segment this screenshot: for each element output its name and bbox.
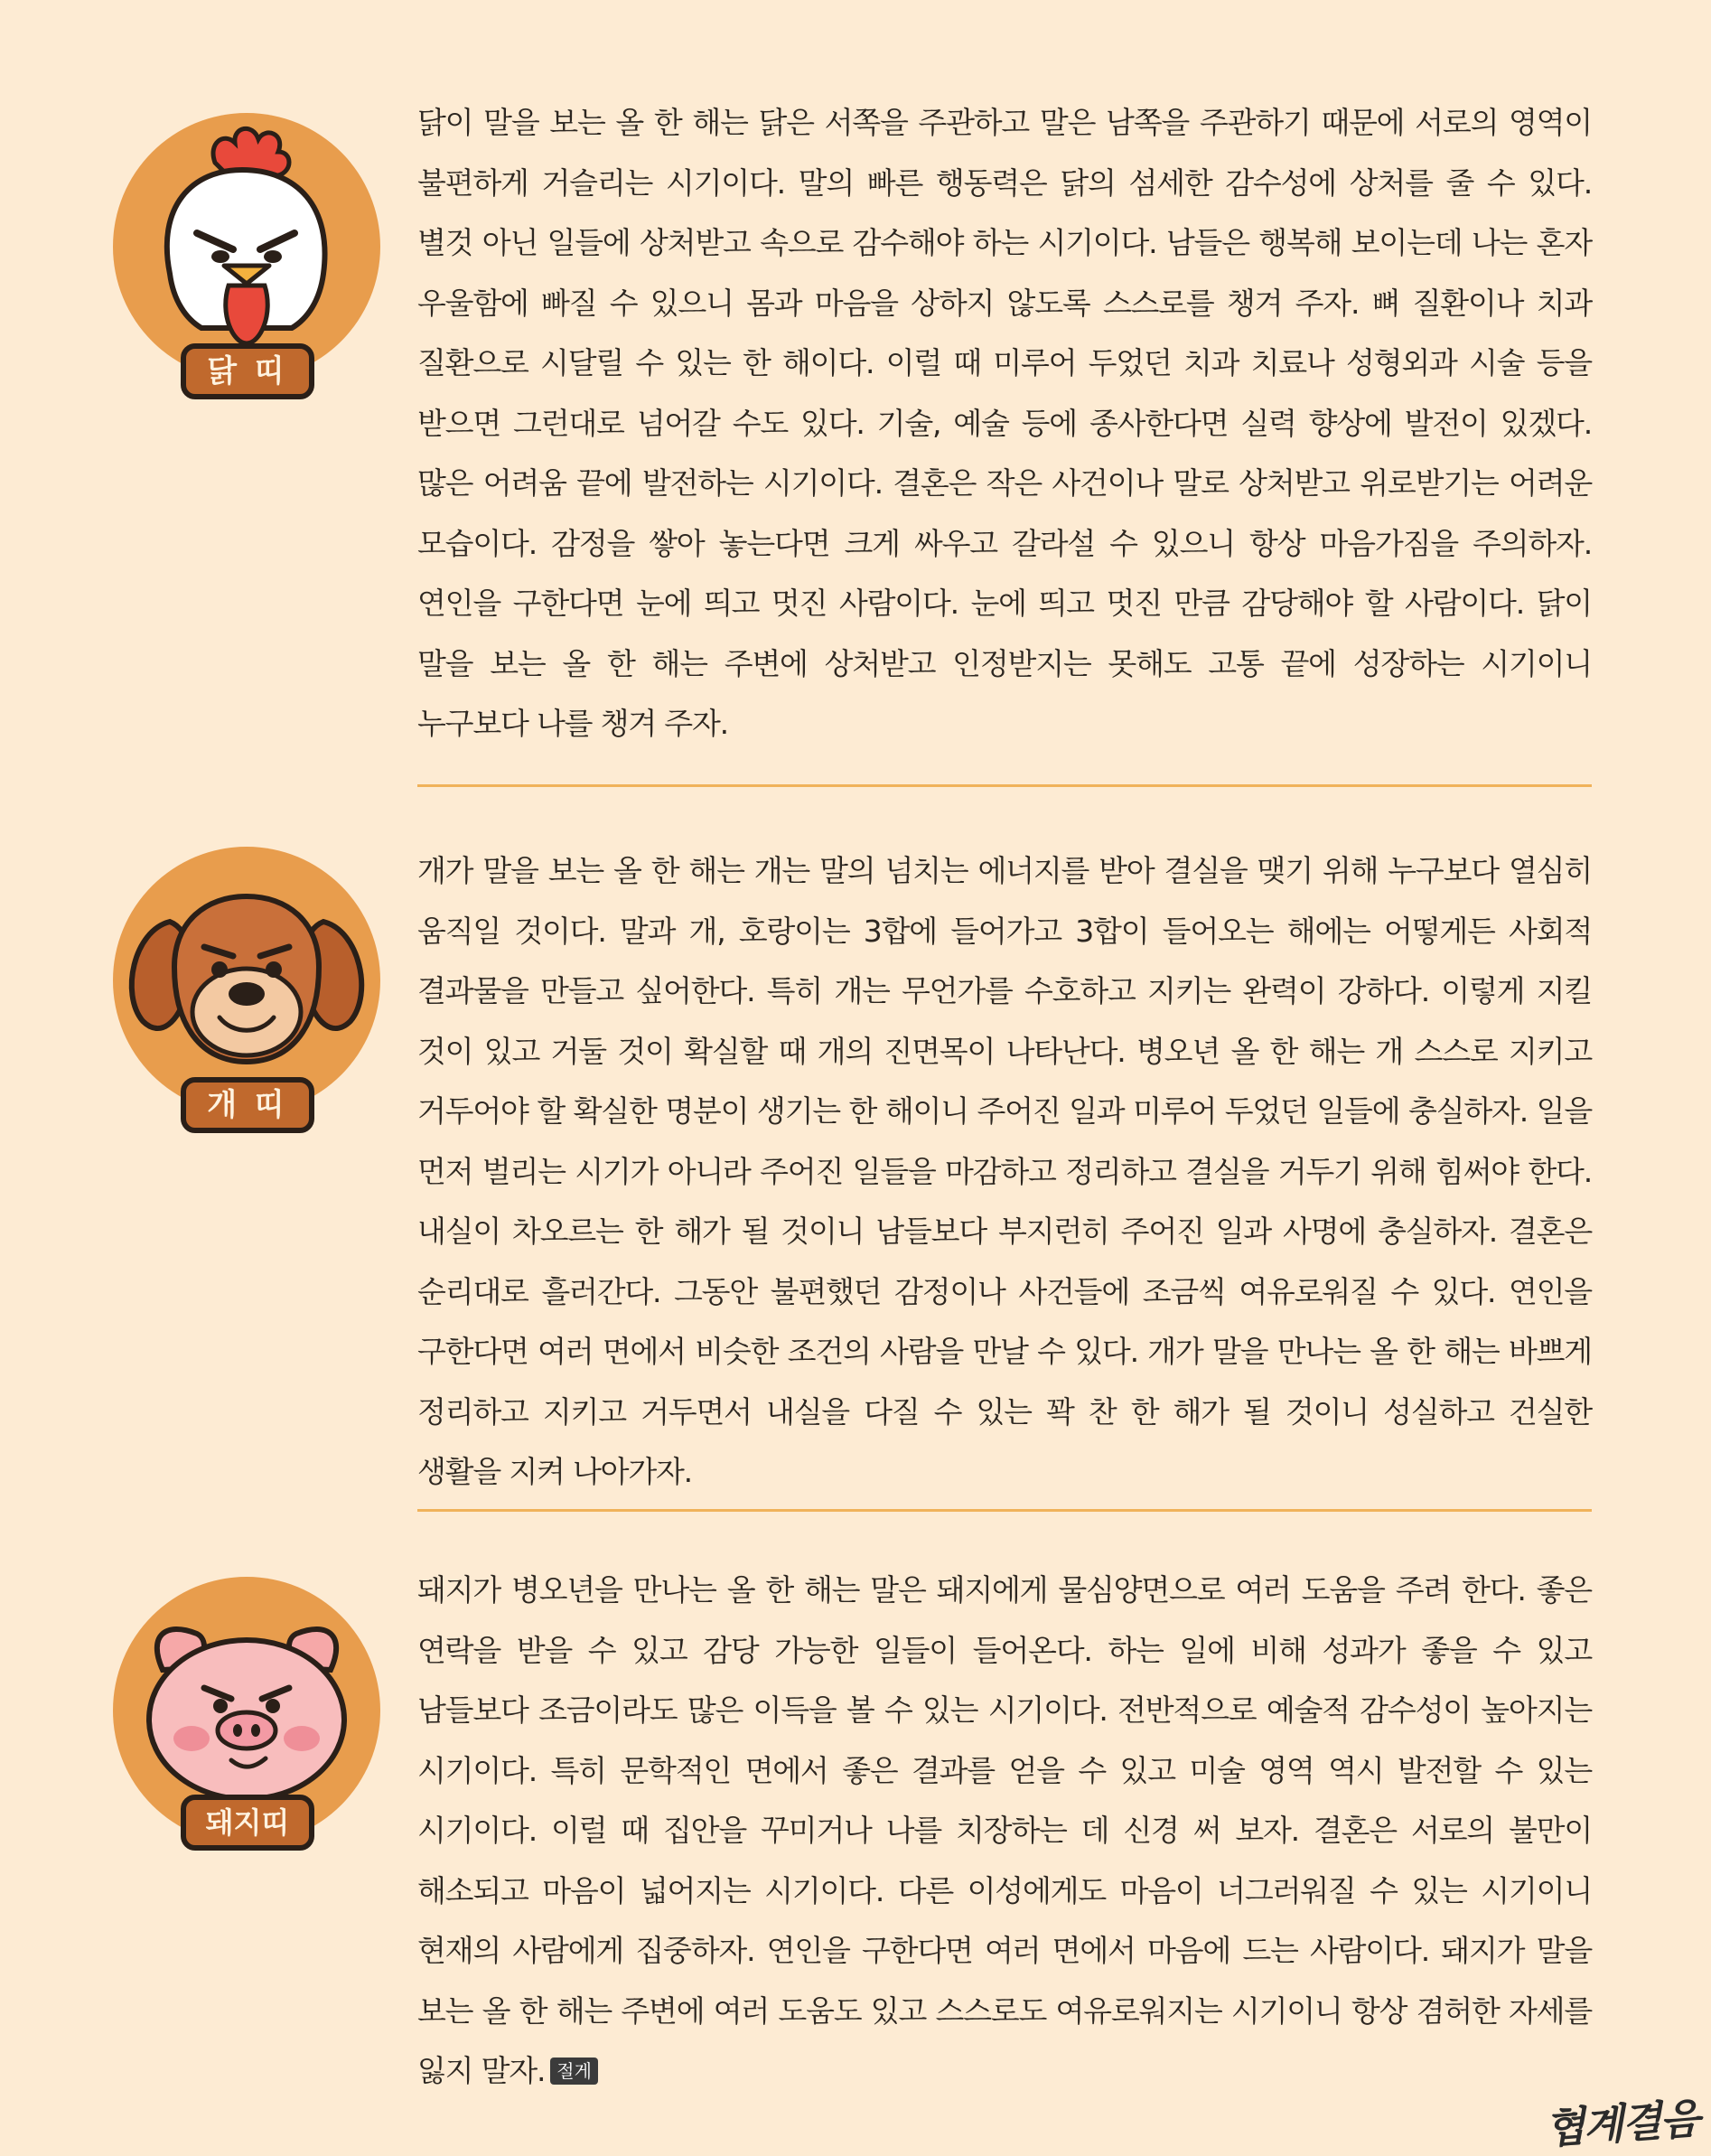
rooster-fortune-text: 닭이 말을 보는 올 한 해는 닭은 서쪽을 주관하고 말은 남쪽을 주관하기 때문에 서로의 영역이 불편하게 거슬리는 시기이다. 말의 빠른 행동력은 닭의 섬세한 감수성에 상처를 줄 수 있다. 별것 아닌 일들에 상처받고 속으로 감수해야 하는 시기이다. 남들은 행복해 보이는데 나는 혼자 우울함에 빠질 수 있으니 몸과 마음을 상하지 않도록 스스로를 챙겨 주자. 뼈 질환이나 치과 질환으로 시달릴 수 있는 한 해이다. 이럴 때 미루어 두었던 치과 치료나 성형외과 시술 등을 받으면 그런대로 넘어갈 수도 있다. 기술, 예술 등에 종사한다면 실력 향상에 발전이 있겠다. 많은 어려움 끝에 발전하는 시기이다. 결혼은 작은 사건이나 말로 상처받고 위로받기는 어려운 모습이다. 감정을 쌓아 놓는다면 크게 싸우고 갈라설 수 있으니 항상 마음가짐을 주의하자. 연인을 구한다면 눈에 띄고 멋진 사람이다. 눈에 띄고 멋진 만큼 감당해야 할 사람이다. 닭이 말을 보는 올 한 해는 주변에 상처받고 인정받지는 못해도 고통 끝에 성장하는 시기이니 누구보다 나를 챙겨 주자. (417, 105, 1592, 741)
end-stamp: 절게 (550, 2058, 598, 2085)
section-divider (417, 784, 1592, 787)
zodiac-badge-dog: 개 띠 (181, 1077, 314, 1133)
dog-fortune-text: 개가 말을 보는 올 한 해는 개는 말의 넘치는 에너지를 받아 결실을 맺기 위해 누구보다 열심히 움직일 것이다. 말과 개, 호랑이는 3합에 들어가고 3합이 들어오는 해에는 어떻게든 사회적 결과물을 만들고 싶어한다. 특히 개는 무언가를 수호하고 지키는 완력이 강하다. 이렇게 지킬 것이 있고 거둘 것이 확실할 때 개의 진면목이 나타난다. 병오년 올 한 해는 개 스스로 지키고 거두어야 할 확실한 명분이 생기는 한 해이니 주어진 일과 미루어 두었던 일들에 충실하자. 일을 먼저 벌리는 시기가 아니라 주어진 일들을 마감하고 정리하고 결실을 거두기 위해 힘써야 한다. 내실이 차오르는 한 해가 될 것이니 남들보다 부지런히 주어진 일과 사명에 충실하자. 결혼은 순리대로 흘러간다. 그동안 불편했던 감정이나 사건들에 조금씩 여유로워질 수 있다. 연인을 구한다면 여러 면에서 비슷한 조건의 사람을 만날 수 있다. 개가 말을 만나는 올 한 해는 바쁘게 정리하고 지키고 거두면서 내실을 다질 수 있는 꽉 찬 한 해가 될 것이니 성실하고 건실한 생활을 지켜 나아가자. (417, 853, 1592, 1489)
rooster-avatar (107, 107, 387, 405)
zodiac-badge-rooster: 닭 띠 (181, 343, 314, 399)
pig-avatar (107, 1570, 387, 1869)
zodiac-badge-pig: 돼지띠 (181, 1795, 314, 1851)
pig-fortune-text (417, 1561, 1592, 2102)
section-divider (417, 1509, 1592, 1512)
pig-fortune-body: 돼지가 병오년을 만나는 올 한 해는 말은 돼지에게 물심양면으로 여러 도움을 주려 한다. 좋은 연락을 받을 수 있고 감당 가능한 일들이 들어온다. 하는 일에 비해 성과가 좋을 수 있고 남들보다 조금이라도 많은 이득을 볼 수 있는 시기이다. 전반적으로 예술적 감수성이 높아지는 시기이다. 특히 문학적인 면에서 좋은 결과를 얻을 수 있고 미술 영역 역시 발전할 수 있는 시기이다. 이럴 때 집안을 꾸미거나 나를 치장하는 데 신경 써 보자. 결혼은 서로의 불만이 해소되고 마음이 넓어지는 시기이다. 다른 이성에게도 마음이 너그러워질 수 있는 시기이니 현재의 사람에게 집중하자. 연인을 구한다면 여러 면에서 마음에 드는 사람이다. 돼지가 말을 보는 올 한 해는 주변에 여러 도움도 있고 스스로도 여유로워지는 시기이니 항상 겸허한 자세를 잃지 말자. (417, 1572, 1592, 2088)
dog-avatar (107, 840, 387, 1139)
signature: 협계결음 (1543, 2094, 1700, 2153)
